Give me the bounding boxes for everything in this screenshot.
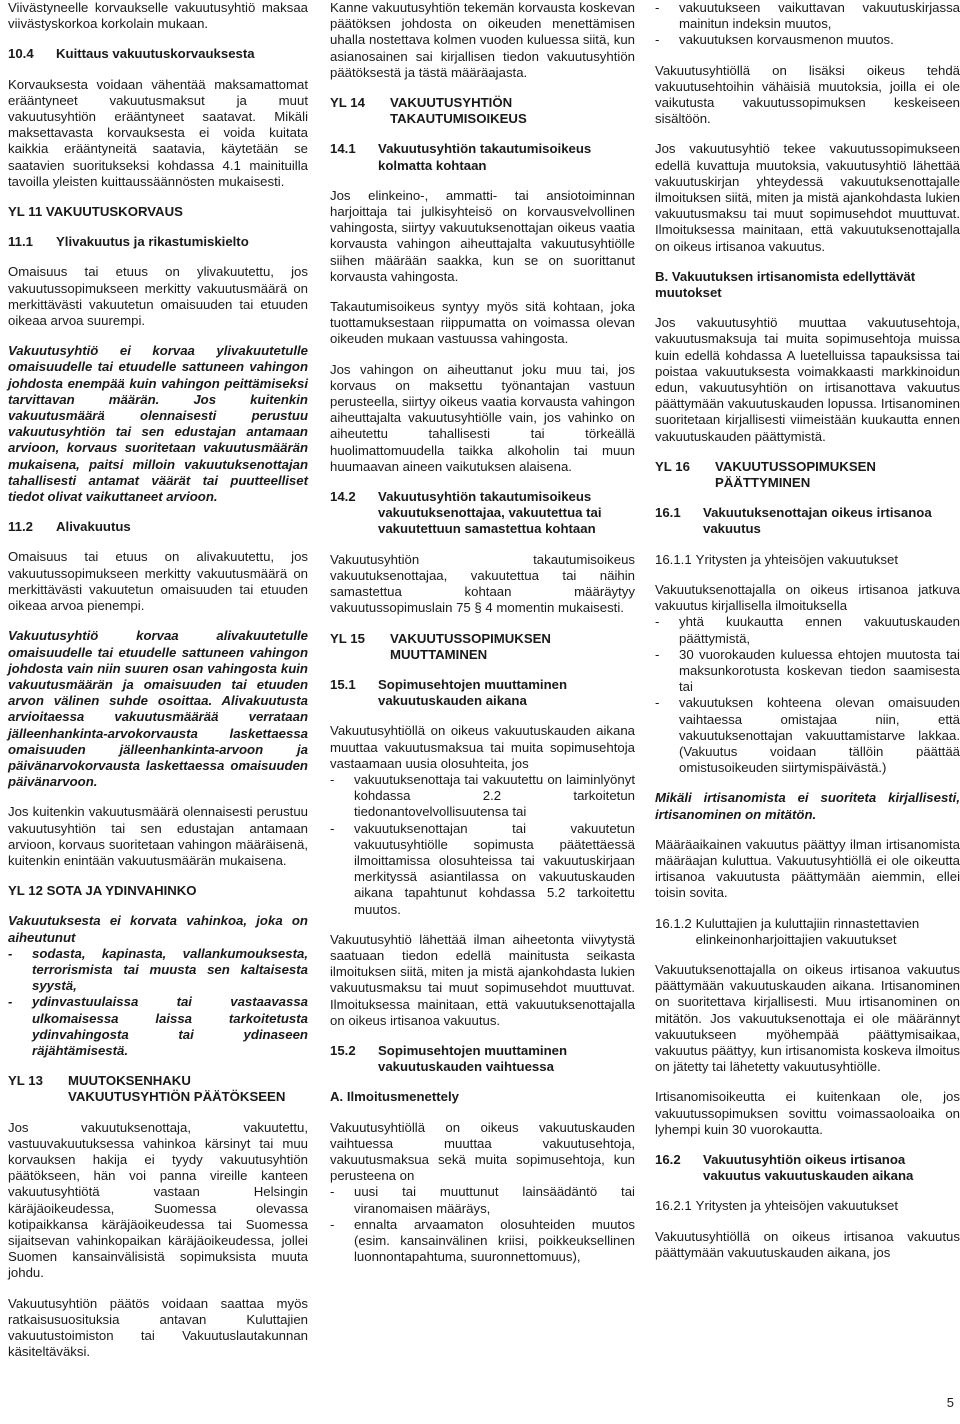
section-heading-15-1: 15.1 Sopimusehtojen muuttaminen vakuutuskauden aikana (330, 676, 568, 709)
list-item: - vakuutuksen korvausmenon muutos. (655, 32, 894, 48)
section-heading-yl16: YL 16 VAKUUTUSSOPIMUKSEN PÄÄTTYMINEN (655, 458, 876, 491)
section-heading-15-2: 15.2 Sopimusehtojen muuttaminen vakuutuskauden vaihtuessa (330, 1042, 568, 1075)
dash-list (655, 614, 960, 776)
list-item: - vakuutuksenottajan tai vakuutetun vakuutusyhtiölle sopimusta päätettäessä ilmoittamissa olosuhteissa tai vakuutuskirjaan merkityssä asiantilassa on vakuutuskauden aikana tapahtunut kohdassa 5.2 tarkoitettu muutos. (330, 820, 635, 917)
section-heading-16-1-2: 16.1.2 Kuluttajien ja kuluttajiin rinnastettavien elinkeinonharjoittajien vakuutukset (655, 915, 920, 947)
list-item: - uusi tai muuttunut lainsäädäntö tai viranomaisen määräys, (330, 1184, 635, 1216)
subsection-heading-b: B. Vakuutuksen irtisanomista edellyttävät muutokset (655, 268, 916, 301)
section-heading-11-2: 11.2 Alivakuutus (8, 519, 131, 535)
section-heading-16-2-1: 16.2.1 Yritysten ja yhteisöjen vakuutukset (655, 1198, 898, 1214)
paragraph: Vakuutusyhtiö lähettää ilman aiheetonta viivytystä saatuaan tiedon edellä mainitusta seikasta ilmoituksen siitä, miten ja mistä ajankohdasta lukien vakuutusmaksu tai muut sopimusehdot muuttuvat. Ilmoituksessa mainitaan, että vakuutuksenottajalla on oikeus irtisanoa vakuutus. (330, 931, 635, 1028)
paragraph: Vakuutusyhtiöllä on oikeus irtisanoa vakuutus päättymään vakuutuskauden aikana, jos (655, 1228, 960, 1260)
paragraph: Jos vahingon on aiheuttanut joku muu tai, jos korvaus on maksettu työnantajan vastuun perusteella, siirtyy oikeus vaatia korvausta vahingon aiheuttajalta vakuutusyhtiölle vain, jos vahinko on aiheutettu tahallisesti tai törkeällä huolimattomuudella taikka alkoholin tai muun huumaavan aineen vaikutuksen alaisena. (330, 361, 635, 474)
paragraph: Kanne vakuutusyhtiön tekemän korvausta koskevan päätöksen johdosta on oikeuden menettämisen uhalla nostettava kolmen vuoden kuluessa siitä, kun asianosainen sai kirjallisen tiedon vakuutusyhtiön päätöksestä ja tästä määräajasta. (330, 0, 635, 80)
section-heading-11-1: 11.1 Ylivakuutus ja rikastumiskielto (8, 234, 249, 250)
paragraph: Jos vakuutuksenottaja, vakuutettu, vastuuvakuutuksessa vahinkoa kärsinyt tai muu korvauksen hakija ei tyydy vakuutusyhtiön päätökseen, hän voi panna vireille kanteen vakuutusyhtiötä vastaan Helsingin käräjäoikeudessa, Suomessa olevassa kotipaikkansa käräjäoikeudessa tai Suomessa sijaitsevan vahinkopaikan käräjäoikeudessa, jollei Suomen kansainvälisistä sopimuksista muuta johdu. (8, 1119, 308, 1281)
paragraph: Vakuutuksenottajalla on oikeus irtisanoa jatkuva vakuutus kirjallisella ilmoituksella (655, 581, 960, 614)
paragraph: Vakuutusyhtiöllä on lisäksi oikeus tehdä vakuutusehtoihin vähäisiä muutoksia, joilla ei ole vaikutusta vakuutussopimuksen keskeiseen sisältöön. (655, 62, 960, 127)
paragraph: Vakuutuksenottajalla on oikeus irtisanoa vakuutus päättymään vakuutuskauden aikana. Irtisanominen on suoritettava kirjallisesti. Muu irtisanominen on mitätön. Jos vakuutuksenottaja ei ole määrännyt vakuutukseen myöhempää päättymisaikaa, vakuutus päättyy, kun irtisanomista koskeva ilmoitus on jätetty tai lähetetty vakuutusyhtiölle. (655, 961, 960, 1075)
dash-list (655, 0, 960, 49)
section-heading-yl13: YL 13 MUUTOKSENHAKU VAKUUTUSYHTIÖN PÄÄTÖKSEEN (8, 1073, 286, 1105)
paragraph-emphasis: Vakuutuksesta ei korvata vahinkoa, joka on aiheutunut (8, 913, 308, 945)
dash-list (8, 946, 308, 1059)
paragraph-emphasis: Vakuutusyhtiö korvaa alivakuutetulle omaisuudelle tai etuudelle sattuneen vahingon johdosta vain niin suuren osan vahingosta kuin vakuutusmäärän ja omaisuuden tai etuuden arvon välinen suhde osoittaa. Alivakuutusta arvioitaessa vakuutusmäärää verrataan jälleenhankinta-arvokorvausta laskettaessa omaisuuden jälleenhankinta-arvoon ja päivänarvokorvausta laskettaessa omaisuuden päivänarvoon. (8, 628, 308, 790)
list-item: - yhtä kuukautta ennen vakuutuskauden päättymistä, (655, 614, 960, 646)
paragraph: Jos vakuutusyhtiö tekee vakuutussopimukseen edellä kuvattuja muutoksia, vakuutusyhtiö lähettää vakuutuskirjan yhteydessä vakuutuksenottajalle ilmoituksen siitä, miten ja mistä ajankohdasta lukien vakuutusmaksu tai muut sopimusehdot muuttuvat. Ilmoituksessa mainitaan, että vakuutuksenottajalla on oikeus irtisanoa vakuutus. (655, 141, 960, 254)
list-item: - vakuutuksenottaja tai vakuutettu on laiminlyönyt kohdassa 2.2 tarkoitetun tiedonantovelvollisuutensa tai (330, 771, 635, 820)
list-item: - vakuutukseen vaikuttavan vakuutuskirjassa mainitun indeksin muutos, (655, 0, 960, 32)
section-heading-14-1: 14.1 Vakuutusyhtiön takautumisoikeus kolmatta kohtaan (330, 141, 592, 173)
section-heading-14-2: 14.2 Vakuutusyhtiön takautumisoikeus vakuutuksenottajaa, vakuutettua tai vakuutettuun samastettua kohtaan (330, 489, 602, 537)
section-heading-yl14: YL 14 VAKUUTUSYHTIÖN TAKAUTUMISOIKEUS (330, 95, 527, 127)
list-item: - vakuutuksen kohteena olevan omaisuuden vaihtaessa omistajaa niin, että vakuutuksenottajan vakuuttamistarve lakkaa. (Vakuutus voidaan tällöin päättää omistusoikeuden siirtymispäivästä.) (655, 695, 960, 776)
dash-list (330, 772, 635, 918)
list-item: - ydinvastuulaissa tai vastaavassa ulkomaisessa laissa tarkoitetusta ydinvahingosta tai ydinaseen räjähtämisestä. (8, 994, 308, 1058)
paragraph: Vakuutusyhtiöllä on oikeus vakuutuskauden aikana muuttaa vakuutusmaksua tai muita sopimusehtoja vastaamaan uusia olosuhteita, jos (330, 723, 635, 771)
paragraph: Määräaikainen vakuutus päättyy ilman irtisanomista määräajan kuluttua. Vakuutusyhtiöllä ei ole oikeutta irtisanoa vakuutusta päättymään aiemmin, ellei toisin sovita. (655, 836, 960, 901)
section-heading-10-4: 10.4 Kuittaus vakuutuskorvauksesta (8, 46, 255, 62)
paragraph: Viivästyneelle korvaukselle vakuutusyhtiö maksaa viivästyskorkoa korkolain mukaan. (8, 0, 308, 32)
paragraph: Jos vakuutusyhtiö muuttaa vakuutusehtoja, vakuutusmaksuja tai muita sopimusehtoja muissa kuin edellä kohdassa A luetelluissa tapauksissa tai poistaa vakuutuksesta voimakkaasti markkinoidun edun, vakuutusyhtiön on irtisanottava vakuutus päättymään vakuutuskauden lopussa. Irtisanominen suoritetaan kirjallisesti viimeistään kuukautta ennen vakuutuskauden päättymistä. (655, 315, 960, 444)
section-heading-yl11: YL 11 VAKUUTUSKORVAUS (8, 204, 183, 220)
paragraph: Jos kuitenkin vakuutusmäärä olennaisesti perustuu vakuutusyhtiön tai sen edustajan antamaan arvioon, korvaus suoritetaan vahingon määräisenä, kuitenkin enintään vakuutusmäärän mukaisena. (8, 804, 308, 868)
paragraph: Jos elinkeino-, ammatti- tai ansiotoiminnan harjoittaja tai julkisyhteisö on korvausvelvollinen vahingosta, siirtyy vakuutuksenottajan oikeus vaatia korvausta vahingon aiheuttajalta vakuutusyhtiölle siihen määrään saakka, kun se on suorittanut korvausta vahingosta. (330, 187, 635, 284)
paragraph: Korvauksesta voidaan vähentää maksamattomat erääntyneet vakuutusmaksut ja muut vakuutusyhtiön erääntyneet saatavat. Mikäli maksettavasta korvauksesta ei voida kuitata kaikkia erääntyneitä saatavia, käytetään se saatavien suoritukseksi kohdassa 4.1 mainituilla tavoilla yleisten kuittaussäännösten mukaisesti. (8, 76, 308, 189)
list-item: - sodasta, kapinasta, vallankumouksesta, terrorismista tai muusta sen kaltaisesta syystä, (8, 945, 308, 994)
paragraph-emphasis: Vakuutusyhtiö ei korvaa ylivakuutetulle omaisuudelle tai etuudelle sattuneen vahingon johdosta enempää kuin vahingon peittämiseksi tarvittavan määrän. Jos kuitenkin vakuutusmäärä olennaisesti perustuu vakuutusyhtiön tai sen edustajan antamaan arvioon, korvaus suoritetaan vakuutusmäärän mukaisena, paitsi milloin vakuutuksenottajan tahallisesti antamat väärät tai puutteelliset tiedot olivat vaikuttaneet arvioon. (8, 343, 308, 505)
column-middle (330, 0, 635, 1279)
section-heading-yl15: YL 15 VAKUUTUSSOPIMUKSEN MUUTTAMINEN (330, 630, 551, 662)
paragraph: Vakuutusyhtiöllä on oikeus vakuutuskauden vaihtuessa muuttaa vakuutusehtoja, vakuutusmaksua sekä muita sopimusehtoja, kun perusteena on (330, 1119, 635, 1184)
section-heading-yl12: YL 12 SOTA JA YDINVAHINKO (8, 883, 197, 899)
column-right (655, 0, 960, 1275)
paragraph: Vakuutusyhtiön päätös voidaan saattaa myös ratkaisusuosituksia antavan Kuluttajien vakuutustoimiston tai Vakuutuslautakunnan käsiteltäväksi. (8, 1295, 308, 1360)
list-item: - 30 vuorokauden kuluessa ehtojen muutosta tai maksunkorotusta koskevan tiedon saamisesta tai (655, 646, 960, 695)
column-left (8, 0, 308, 1374)
dash-list (330, 1184, 635, 1265)
page-number: 5 (946, 1395, 954, 1410)
paragraph-emphasis: Mikäli irtisanomista ei suoriteta kirjallisesti, irtisanominen on mitätön. (655, 790, 960, 822)
paragraph: Omaisuus tai etuus on alivakuutettu, jos vakuutussopimukseen merkitty vakuutusmäärä on merkittävästi vakuutetun omaisuuden tai etuuden oikeaa arvoa pienempi. (8, 549, 308, 614)
subsection-heading-a: A. Ilmoitusmenettely (330, 1089, 459, 1105)
paragraph: Omaisuus tai etuus on ylivakuutettu, jos vakuutussopimukseen merkitty vakuutusmäärä on merkittävästi vakuutetun omaisuuden tai etuuden oikeaa arvoa suurempi. (8, 264, 308, 329)
paragraph: Takautumisoikeus syntyy myös sitä kohtaan, joka tuottamuksestaan riippumatta on voimassa olevan oikeuden mukaan vastuussa vahingosta. (330, 299, 635, 347)
list-item: - ennalta arvaamaton olosuhteiden muutos (esim. kansainvälinen kriisi, poikkeuksellinen luonnontapahtuma, suuronnettomuus), (330, 1216, 635, 1265)
paragraph: Vakuutusyhtiön takautumisoikeus vakuutuksenottajaa, vakuutettua tai näihin samastettua kohtaan määräytyy vakuutussopimuslain 75 § 4 momentin mukaisesti. (330, 551, 635, 616)
section-heading-16-1-1: 16.1.1 Yritysten ja yhteisöjen vakuutukset (655, 551, 898, 567)
section-heading-16-1: 16.1 Vakuutuksenottajan oikeus irtisanoa vakuutus (655, 505, 932, 537)
section-heading-16-2: 16.2 Vakuutusyhtiön oikeus irtisanoa vakuutus vakuutuskauden aikana (655, 1151, 914, 1184)
paragraph: Irtisanomisoikeutta ei kuitenkaan ole, jos vakuutussopimuksen sovittu voimassaoloaika on lyhempi kuin 30 vuorokautta. (655, 1089, 960, 1137)
